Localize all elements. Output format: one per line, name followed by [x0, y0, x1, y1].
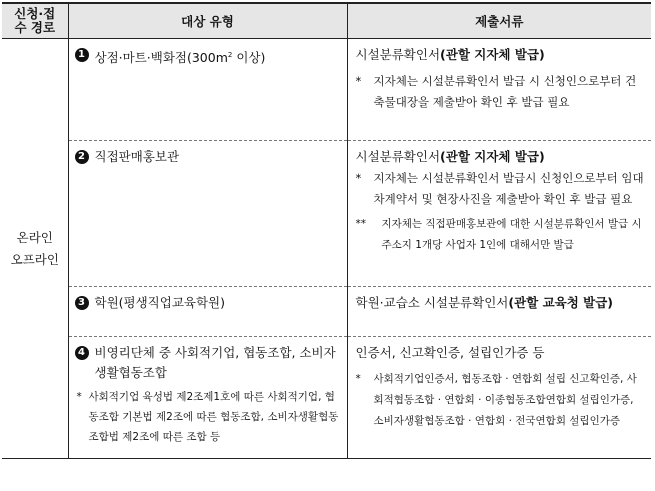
number-badge: 3 [75, 296, 89, 310]
doc-note: * 사회적기업인증서, 협동조합 · 연합회 설립 신고확인증, 사회적협동조합 · 연합회 · 이종협동조합연합회 설립인가증, 소비자생활협동조합 · 연합회 · 전국연합회 설립인가증 [355, 373, 637, 427]
document-table [2, 2, 653, 458]
type-cell [68, 39, 347, 141]
route-online: 온라인 [16, 229, 53, 245]
docs-cell [347, 337, 651, 459]
number-badge: 4 [75, 346, 89, 360]
docs-cell [347, 287, 651, 337]
type-note: * 사회적기업 육성법 제2조제1호에 따른 사회적기업, 협동조합 기본법 제2조에 따른 협동조합, 소비자생활협동조합법 제2조에 따른 조합 등 [76, 391, 339, 443]
doc-note: * 지자체는 시설분류확인서 발급시 신청인으로부터 임대차계약서 및 현장사진을 제출받아 확인 후 발급 필요 [355, 171, 644, 206]
type-text: 상점·마트·백화점($300m^2$ 이상) [94, 50, 266, 66]
type-text: 학원(평생직업교육학원) [94, 295, 226, 310]
header-route-text: 신청·접수 경로 [14, 6, 56, 35]
header-route [2, 3, 68, 39]
header-row [2, 3, 651, 39]
number-badge: 2 [75, 150, 89, 164]
doc-main: 시설분류확인서(관할 지자체 발급) [355, 149, 545, 164]
table-row [2, 337, 651, 459]
doc-main: 학원·교습소 시설분류확인서(관할 교육청 발급) [355, 295, 614, 310]
docs-cell [347, 141, 651, 287]
header-docs: 제출서류 [347, 3, 651, 39]
route-offline: 오프라인 [10, 251, 59, 267]
submission-table [2, 2, 651, 459]
table-row [2, 39, 651, 141]
type-cell [68, 337, 347, 459]
route-cell [2, 39, 68, 459]
type-text: 비영리단체 중 사회적기업, 협동조합, 소비자생활협동조합 [94, 345, 336, 380]
doc-note: * 지자체는 시설분류확인서 발급 시 신청인으로부터 건축물대장을 제출받아 확인 후 발급 필요 [355, 74, 637, 109]
type-text: 직접판매홍보관 [94, 149, 180, 164]
doc-main: 시설분류확인서(관할 지자체 발급) [355, 47, 545, 62]
doc-note: ** 지자체는 직접판매홍보관에 대한 시설분류확인서 발급 시 주소지 1개당 사업자 1인에 대해서만 발급 [355, 218, 642, 251]
type-cell [68, 141, 347, 287]
doc-main: 인증서, 신고확인증, 설립인가증 등 [355, 345, 545, 360]
type-cell [68, 287, 347, 337]
number-badge: 1 [75, 48, 89, 62]
header-type: 대상 유형 [68, 3, 347, 39]
table-row [2, 287, 651, 337]
table-row [2, 141, 651, 287]
docs-cell [347, 39, 651, 141]
